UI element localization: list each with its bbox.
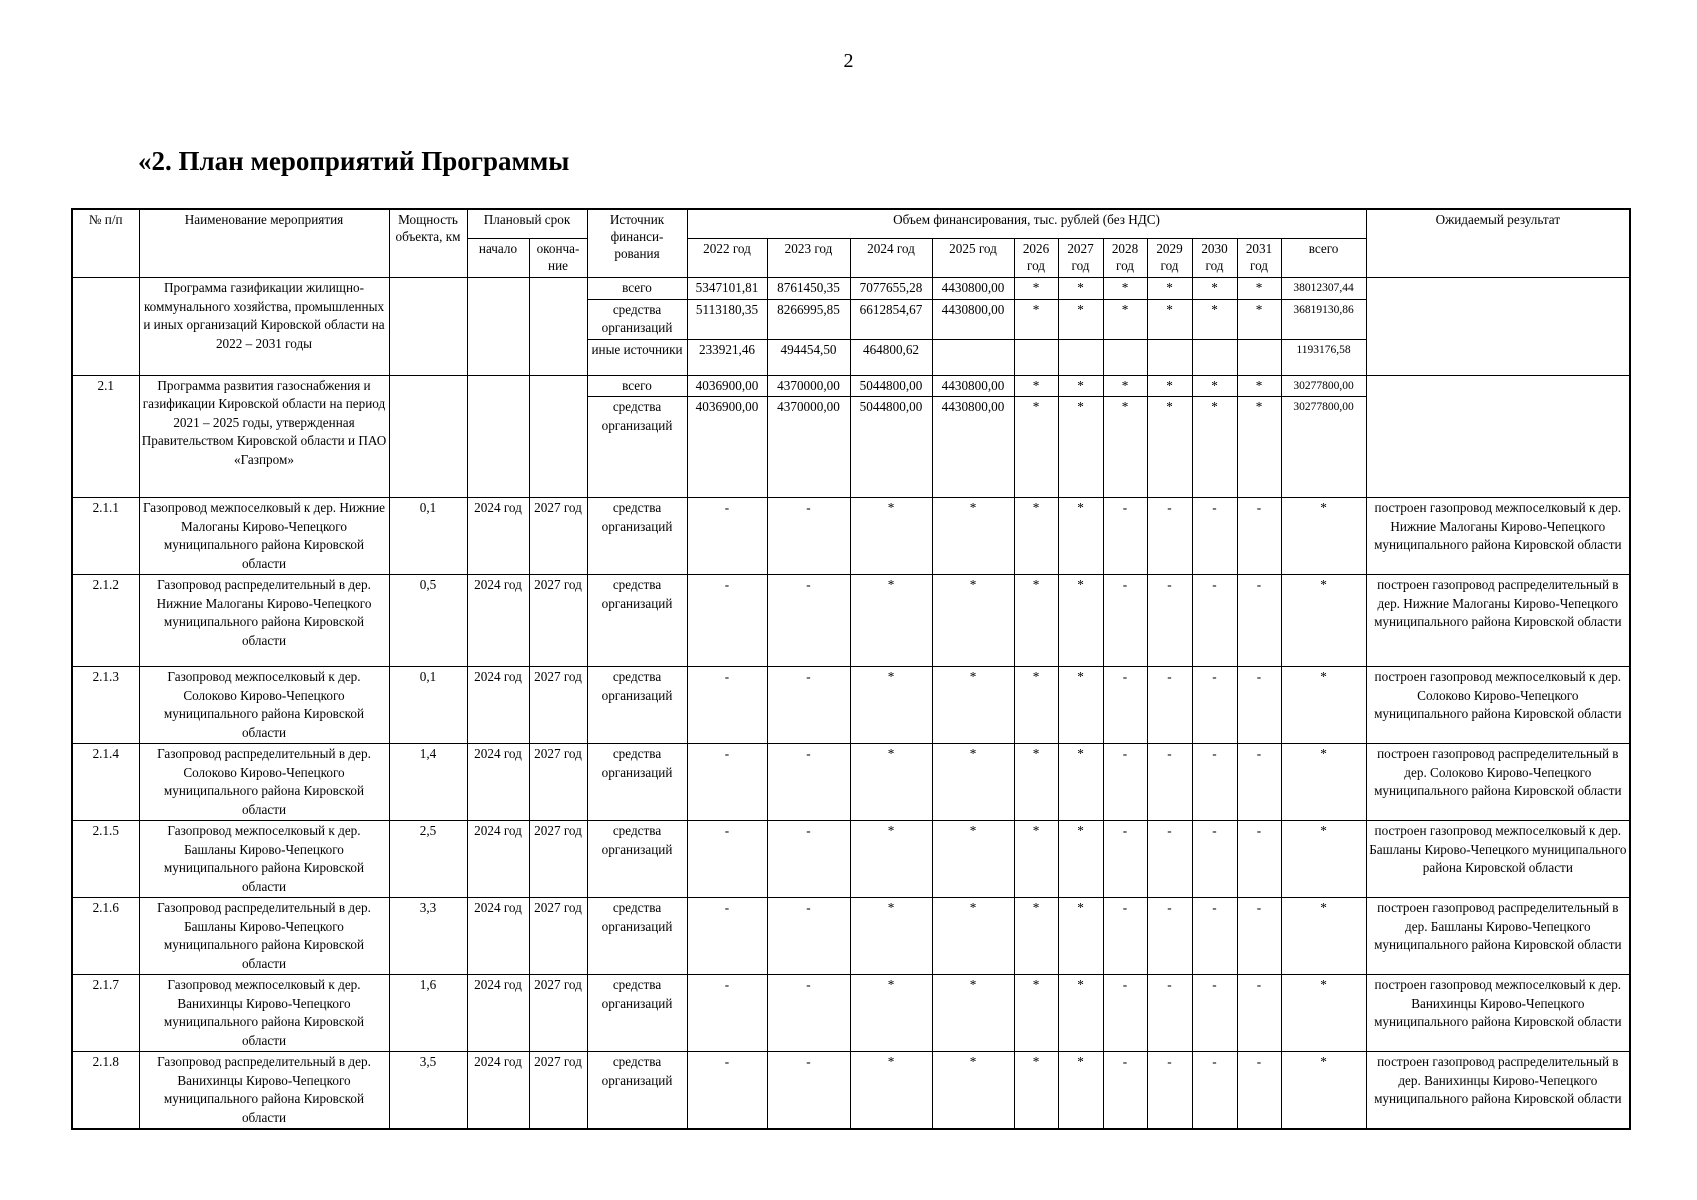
item-result: построен газопровод распределительный в дер. Башланы Кирово-Чепецкого муниципального района Кировской области [1366, 898, 1630, 975]
funding-value: - [1192, 821, 1237, 898]
funding-value: * [850, 975, 932, 1052]
item-name: Газопровод межпоселковый к дер. Нижние Малоганы Кирово-Чепецкого муниципального района Кировской области [139, 498, 389, 575]
funding-value: - [1237, 821, 1281, 898]
item-number: 2.1.1 [72, 498, 139, 575]
funding-value: - [767, 498, 850, 575]
item-start: 2024 год [467, 1052, 529, 1130]
item-number: 2.1 [72, 375, 139, 498]
funding-value: - [1192, 744, 1237, 821]
table-row [72, 975, 1630, 1052]
item-end: 2027 год [529, 821, 587, 898]
funding-value: - [1192, 667, 1237, 744]
funding-value: - [1147, 898, 1192, 975]
item-number: 2.1.6 [72, 898, 139, 975]
funding-total: 30277800,00 [1281, 375, 1366, 397]
table-row [72, 667, 1630, 744]
funding-value: - [1192, 898, 1237, 975]
funding-value: - [1192, 975, 1237, 1052]
funding-value: * [1103, 397, 1147, 498]
funding-value: - [687, 498, 767, 575]
section-title: «2. План мероприятий Программы [138, 146, 570, 176]
funding-value: * [932, 1052, 1014, 1130]
funding-value: 6612854,67 [850, 299, 932, 339]
item-end [529, 278, 587, 376]
table-row [72, 821, 1630, 898]
header-year: 2023 год [767, 239, 850, 278]
item-capacity: 3,3 [389, 898, 467, 975]
funding-value: 5113180,35 [687, 299, 767, 339]
header-year: 2031 год [1237, 239, 1281, 278]
table-row [72, 375, 1630, 397]
funding-value: - [1192, 1052, 1237, 1130]
item-start: 2024 год [467, 821, 529, 898]
funding-value: 4036900,00 [687, 375, 767, 397]
funding-total: * [1281, 667, 1366, 744]
item-result: построен газопровод распределительный в дер. Солоково Кирово-Чепецкого муниципального района Кировской области [1366, 744, 1630, 821]
item-result: построен газопровод распределительный в дер. Ванихинцы Кирово-Чепецкого муниципального района Кировской области [1366, 1052, 1630, 1130]
funding-value: * [1058, 375, 1103, 397]
funding-value: * [1103, 299, 1147, 339]
item-name: Газопровод межпоселковый к дер. Солоково Кирово-Чепецкого муниципального района Кировской области [139, 667, 389, 744]
funding-value: 4370000,00 [767, 375, 850, 397]
funding-value: 4430800,00 [932, 375, 1014, 397]
header-capacity: Мощность объекта, км [389, 209, 467, 278]
item-number [72, 278, 139, 376]
header-funding: Объем финансирования, тыс. рублей (без НДС) [687, 209, 1366, 239]
funding-total: * [1281, 498, 1366, 575]
funding-value: * [1014, 898, 1058, 975]
funding-value: 4430800,00 [932, 278, 1014, 300]
funding-value: * [850, 498, 932, 575]
table-row [72, 575, 1630, 667]
item-end: 2027 год [529, 1052, 587, 1130]
funding-value: * [1103, 278, 1147, 300]
item-start: 2024 год [467, 975, 529, 1052]
table-row [72, 278, 1630, 300]
header-year: 2029 год [1147, 239, 1192, 278]
funding-value: 5044800,00 [850, 397, 932, 498]
item-start [467, 375, 529, 498]
item-result: построен газопровод межпоселковый к дер. Ванихинцы Кирово-Чепецкого муниципального района Кировской области [1366, 975, 1630, 1052]
funding-value: - [767, 575, 850, 667]
funding-value: * [1014, 744, 1058, 821]
funding-value: * [1058, 278, 1103, 300]
header-year: 2030 год [1192, 239, 1237, 278]
funding-value: - [1237, 898, 1281, 975]
funding-value: * [1147, 397, 1192, 498]
funding-value: - [1103, 1052, 1147, 1130]
item-number: 2.1.3 [72, 667, 139, 744]
funding-value: * [850, 744, 932, 821]
header-num: № п/п [72, 209, 139, 278]
funding-value: * [1058, 498, 1103, 575]
item-end: 2027 год [529, 975, 587, 1052]
item-result: построен газопровод распределительный в дер. Нижние Малоганы Кирово-Чепецкого муниципального района Кировской области [1366, 575, 1630, 667]
item-result: построен газопровод межпоселковый к дер. Солоково Кирово-Чепецкого муниципального района Кировской области [1366, 667, 1630, 744]
funding-value: 8266995,85 [767, 299, 850, 339]
funding-source: всего [587, 278, 687, 300]
funding-value: - [687, 821, 767, 898]
item-number: 2.1.4 [72, 744, 139, 821]
item-name: Газопровод распределительный в дер. Башланы Кирово-Чепецкого муниципального района Кировской области [139, 898, 389, 975]
funding-value: * [932, 975, 1014, 1052]
funding-source: средства организаций [587, 498, 687, 575]
funding-value: * [1014, 575, 1058, 667]
funding-value: - [767, 1052, 850, 1130]
item-result: построен газопровод межпоселковый к дер. Башланы Кирово-Чепецкого муниципального района Кировской области [1366, 821, 1630, 898]
item-number: 2.1.7 [72, 975, 139, 1052]
funding-value: - [1192, 575, 1237, 667]
funding-value: * [1237, 397, 1281, 498]
item-start: 2024 год [467, 575, 529, 667]
funding-total: * [1281, 575, 1366, 667]
funding-value: * [1147, 299, 1192, 339]
funding-value: - [767, 975, 850, 1052]
item-start: 2024 год [467, 898, 529, 975]
funding-value [932, 339, 1014, 375]
item-result [1366, 278, 1630, 376]
funding-value: * [1103, 375, 1147, 397]
funding-source: средства организаций [587, 744, 687, 821]
funding-value: - [1103, 975, 1147, 1052]
funding-value: - [1237, 498, 1281, 575]
funding-value: * [1058, 1052, 1103, 1130]
funding-source: средства организаций [587, 821, 687, 898]
item-end: 2027 год [529, 667, 587, 744]
funding-value: * [1192, 397, 1237, 498]
funding-value: * [1192, 278, 1237, 300]
funding-value: * [1014, 667, 1058, 744]
item-name: Газопровод распределительный в дер. Нижние Малоганы Кирово-Чепецкого муниципального района Кировской области [139, 575, 389, 667]
header-year: 2024 год [850, 239, 932, 278]
funding-value: * [932, 821, 1014, 898]
funding-value: - [1103, 821, 1147, 898]
funding-value [1237, 339, 1281, 375]
funding-total: 36819130,86 [1281, 299, 1366, 339]
funding-value: * [850, 898, 932, 975]
funding-value: - [687, 744, 767, 821]
funding-value: - [687, 667, 767, 744]
item-capacity: 1,6 [389, 975, 467, 1052]
table-row [72, 1052, 1630, 1130]
funding-value: * [1058, 299, 1103, 339]
funding-value: 4036900,00 [687, 397, 767, 498]
funding-value: 464800,62 [850, 339, 932, 375]
funding-total: * [1281, 898, 1366, 975]
funding-value: 233921,46 [687, 339, 767, 375]
funding-value: 4430800,00 [932, 397, 1014, 498]
funding-value: * [932, 667, 1014, 744]
funding-value: - [1237, 575, 1281, 667]
item-name: Газопровод распределительный в дер. Ванихинцы Кирово-Чепецкого муниципального района Кировской области [139, 1052, 389, 1130]
item-start: 2024 год [467, 667, 529, 744]
funding-value: * [1237, 375, 1281, 397]
table-row [72, 898, 1630, 975]
funding-value: - [687, 575, 767, 667]
funding-value: * [1014, 1052, 1058, 1130]
funding-value [1103, 339, 1147, 375]
funding-source: средства организаций [587, 397, 687, 498]
item-name: Газопровод межпоселковый к дер. Ванихинцы Кирово-Чепецкого муниципального района Кировской области [139, 975, 389, 1052]
funding-value: - [687, 1052, 767, 1130]
funding-value: 5044800,00 [850, 375, 932, 397]
item-name: Газопровод межпоселковый к дер. Башланы Кирово-Чепецкого муниципального района Кировской области [139, 821, 389, 898]
item-end: 2027 год [529, 575, 587, 667]
funding-value: * [1058, 975, 1103, 1052]
funding-value: 5347101,81 [687, 278, 767, 300]
item-start: 2024 год [467, 744, 529, 821]
item-result: построен газопровод межпоселковый к дер. Нижние Малоганы Кирово-Чепецкого муниципального района Кировской области [1366, 498, 1630, 575]
funding-value: - [1147, 744, 1192, 821]
item-end: 2027 год [529, 744, 587, 821]
funding-value: * [850, 575, 932, 667]
table-row [72, 498, 1630, 575]
funding-value: * [1014, 375, 1058, 397]
funding-source: средства организаций [587, 975, 687, 1052]
funding-value: * [850, 821, 932, 898]
funding-value: * [1014, 299, 1058, 339]
funding-value: * [1058, 744, 1103, 821]
funding-source: средства организаций [587, 1052, 687, 1130]
header-result: Ожидаемый результат [1366, 209, 1630, 278]
funding-value: * [932, 744, 1014, 821]
funding-source: средства организаций [587, 299, 687, 339]
funding-value: - [1147, 1052, 1192, 1130]
funding-value: 4370000,00 [767, 397, 850, 498]
item-start [467, 278, 529, 376]
funding-value: * [932, 498, 1014, 575]
funding-value: * [1237, 299, 1281, 339]
funding-value: * [1058, 667, 1103, 744]
item-start: 2024 год [467, 498, 529, 575]
funding-value: - [1237, 667, 1281, 744]
funding-value: - [1147, 498, 1192, 575]
item-result [1366, 375, 1630, 498]
funding-value: * [1058, 397, 1103, 498]
funding-total: 30277800,00 [1281, 397, 1366, 498]
funding-total: * [1281, 821, 1366, 898]
funding-value: - [767, 898, 850, 975]
item-capacity: 3,5 [389, 1052, 467, 1130]
funding-value: 7077655,28 [850, 278, 932, 300]
funding-value: - [1103, 744, 1147, 821]
funding-value: - [767, 744, 850, 821]
header-year: 2025 год [932, 239, 1014, 278]
funding-value: * [1014, 397, 1058, 498]
funding-value: * [1014, 278, 1058, 300]
funding-value: * [1237, 278, 1281, 300]
funding-value: * [932, 898, 1014, 975]
header-year: 2022 год [687, 239, 767, 278]
funding-value: * [932, 575, 1014, 667]
funding-value: - [1103, 667, 1147, 744]
plan-table [71, 208, 1631, 1130]
header-start: начало [467, 239, 529, 278]
funding-value: - [1103, 898, 1147, 975]
funding-value: - [1103, 498, 1147, 575]
funding-value [1058, 339, 1103, 375]
funding-value: * [850, 1052, 932, 1130]
funding-value: * [1147, 278, 1192, 300]
item-name: Программа газификации жилищно-коммунального хозяйства, промышленных и иных организаций Кировской области на 2022 – 2031 годы [139, 278, 389, 376]
funding-value: * [1058, 821, 1103, 898]
funding-source: средства организаций [587, 898, 687, 975]
funding-value: * [1192, 375, 1237, 397]
funding-source: всего [587, 375, 687, 397]
header-period: Плановый срок [467, 209, 587, 239]
funding-value: * [1014, 498, 1058, 575]
funding-value: * [1192, 299, 1237, 339]
funding-total: * [1281, 744, 1366, 821]
funding-value: - [687, 898, 767, 975]
funding-total: * [1281, 1052, 1366, 1130]
item-name: Программа развития газоснабжения и газификации Кировской области на период 2021 – 2025 годы, утвержденная Правительством Кировской области и ПАО «Газпром» [139, 375, 389, 498]
item-number: 2.1.2 [72, 575, 139, 667]
header-total: всего [1281, 239, 1366, 278]
item-capacity [389, 375, 467, 498]
item-end [529, 375, 587, 498]
header-year: 2026 год [1014, 239, 1058, 278]
header-year: 2028 год [1103, 239, 1147, 278]
page-number: 2 [843, 50, 854, 72]
header-year: 2027 год [1058, 239, 1103, 278]
funding-value: - [1147, 575, 1192, 667]
funding-value: * [1014, 975, 1058, 1052]
funding-value: 494454,50 [767, 339, 850, 375]
funding-value [1014, 339, 1058, 375]
item-name: Газопровод распределительный в дер. Солоково Кирово-Чепецкого муниципального района Кировской области [139, 744, 389, 821]
funding-value: * [850, 667, 932, 744]
item-capacity: 0,1 [389, 667, 467, 744]
funding-source: средства организаций [587, 575, 687, 667]
item-end: 2027 год [529, 898, 587, 975]
item-capacity: 0,1 [389, 498, 467, 575]
funding-total: 38012307,44 [1281, 278, 1366, 300]
funding-value: - [1147, 821, 1192, 898]
funding-value: - [1147, 975, 1192, 1052]
item-number: 2.1.8 [72, 1052, 139, 1130]
funding-value: - [767, 821, 850, 898]
funding-total: * [1281, 975, 1366, 1052]
funding-total: 1193176,58 [1281, 339, 1366, 375]
funding-value: * [1014, 821, 1058, 898]
table-row [72, 744, 1630, 821]
funding-value: * [1147, 375, 1192, 397]
funding-value [1192, 339, 1237, 375]
funding-value: - [767, 667, 850, 744]
funding-value: - [687, 975, 767, 1052]
header-name: Наименование мероприятия [139, 209, 389, 278]
header-end: оконча-ние [529, 239, 587, 278]
item-end: 2027 год [529, 498, 587, 575]
funding-source: средства организаций [587, 667, 687, 744]
item-capacity: 1,4 [389, 744, 467, 821]
funding-value: - [1237, 744, 1281, 821]
funding-value: 8761450,35 [767, 278, 850, 300]
funding-value: * [1058, 575, 1103, 667]
item-capacity: 0,5 [389, 575, 467, 667]
funding-value: 4430800,00 [932, 299, 1014, 339]
funding-value: - [1147, 667, 1192, 744]
funding-value: - [1103, 575, 1147, 667]
funding-value: * [1058, 898, 1103, 975]
funding-source: иные источники [587, 339, 687, 375]
item-number: 2.1.5 [72, 821, 139, 898]
funding-value: - [1237, 975, 1281, 1052]
item-capacity: 2,5 [389, 821, 467, 898]
funding-value: - [1237, 1052, 1281, 1130]
funding-value: - [1192, 498, 1237, 575]
funding-value [1147, 339, 1192, 375]
item-capacity [389, 278, 467, 376]
header-source: Источник финанси-рования [587, 209, 687, 278]
